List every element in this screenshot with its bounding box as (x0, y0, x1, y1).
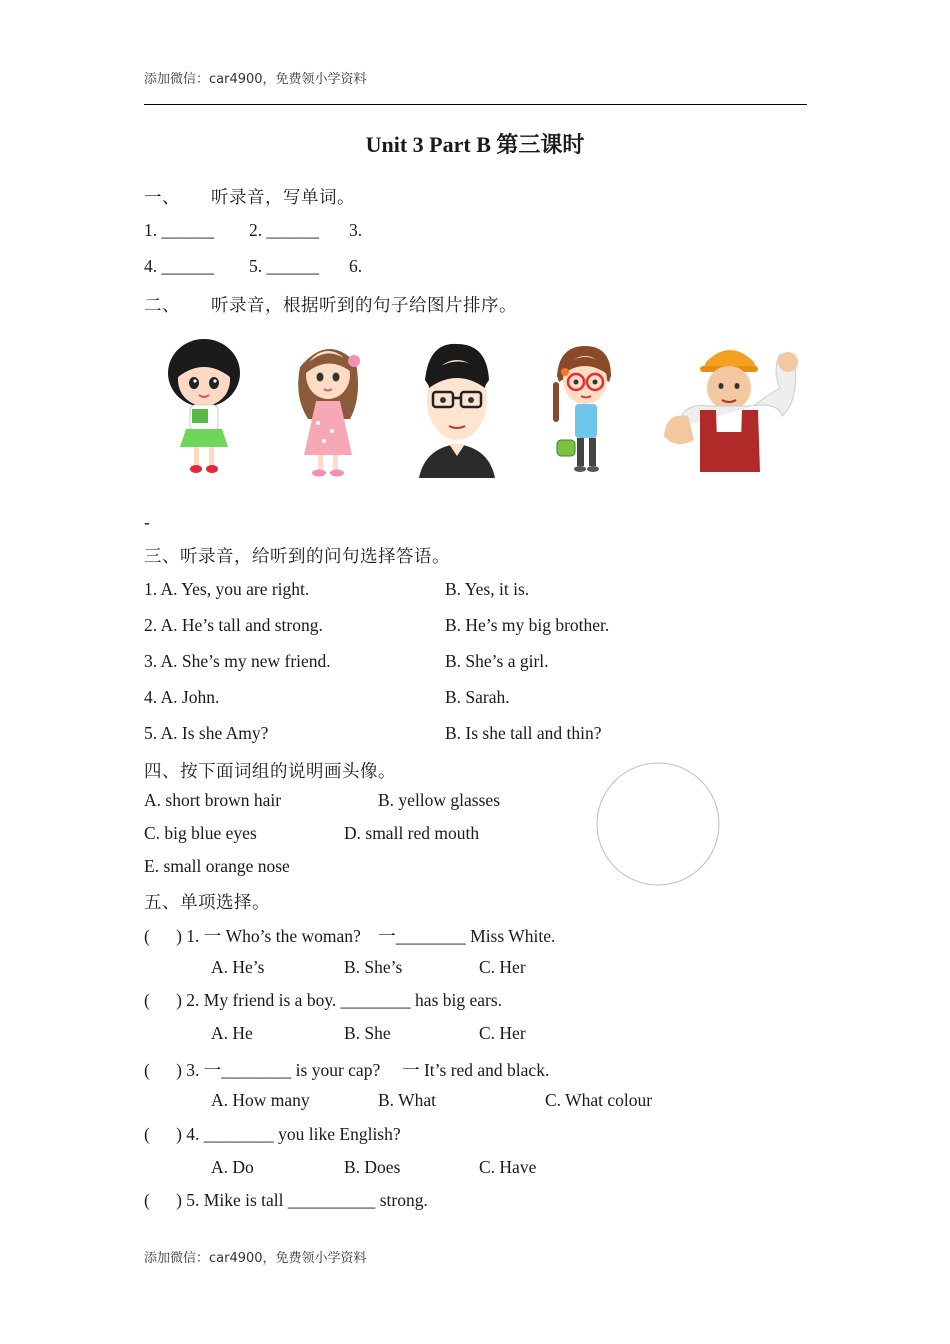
draw-option-d: D. small red mouth (344, 823, 480, 843)
header-watermark: 添加微信：car4900，免费领小学资料 (144, 72, 367, 87)
boy-glasses-picture (415, 340, 497, 478)
section2-number: 二、 (144, 295, 180, 315)
mc-question-2: ( ) 2. My friend is a boy. ________ has big ears. (144, 990, 503, 1010)
q3-4-option-b: B. Sarah. (445, 687, 510, 707)
q3-3-option-a: 3. A. She’s my new friend. (144, 651, 331, 671)
girl-pink-dress-picture (288, 337, 370, 479)
q3-3-option-b: B. She’s a girl. (445, 651, 549, 671)
q3-4-option-a: 4. A. John. (144, 687, 220, 707)
strong-worker-picture (660, 340, 808, 472)
mc-question-4: ( ) 4. ________ you like English? (144, 1124, 401, 1144)
section1-heading: 听录音，写单词。 (211, 187, 355, 207)
mc-q2-option-c: C. Her (479, 1023, 526, 1043)
q3-1-option-b: B. Yes, it is. (445, 579, 530, 599)
blank-3: 3. (349, 220, 363, 240)
blank-6: 6. (349, 256, 363, 276)
q3-2-option-b: B. He’s my big brother. (445, 615, 610, 635)
mc-q4-option-b: B. Does (344, 1157, 401, 1177)
girl-black-hair-picture (160, 335, 250, 480)
mc-q4-option-a: A. Do (211, 1157, 254, 1177)
draw-option-b: B. yellow glasses (378, 790, 501, 810)
q3-5-option-a: 5. A. Is she Amy? (144, 723, 269, 743)
drawing-circle (596, 762, 720, 886)
page-title: Unit 3 Part B 第三课时 (365, 132, 585, 157)
mc-q2-option-a: A. He (211, 1023, 253, 1043)
blank-2: 2. ______ (249, 220, 319, 240)
draw-option-c: C. big blue eyes (144, 823, 257, 843)
section1-number: 一、 (144, 187, 180, 207)
q3-2-option-a: 2. A. He’s tall and strong. (144, 615, 323, 635)
blank-5: 5. ______ (249, 256, 319, 276)
mc-q3-option-c: C. What colour (545, 1090, 653, 1110)
draw-option-a: A. short brown hair (144, 790, 282, 810)
girl-red-glasses-picture (545, 342, 625, 478)
mc-q3-option-b: B. What (378, 1090, 437, 1110)
section3-heading: 三、听录音，给听到的问句选择答语。 (144, 546, 450, 566)
mc-q2-option-b: B. She (344, 1023, 391, 1043)
blank-1: 1. ______ (144, 220, 214, 240)
blank-4: 4. ______ (144, 256, 214, 276)
section2-dash: - (144, 512, 150, 532)
section4-heading: 四、按下面词组的说明画头像。 (144, 761, 396, 781)
mc-question-1: ( ) 1. 一 Who’s the woman? 一________ Miss White. (144, 926, 556, 946)
mc-question-3: ( ) 3. 一________ is your cap? 一 It’s red and black. (144, 1060, 550, 1080)
q3-1-option-a: 1. A. Yes, you are right. (144, 579, 310, 599)
mc-q1-option-a: A. He’s (211, 957, 265, 977)
section5-heading: 五、单项选择。 (144, 892, 270, 912)
mc-q1-option-c: C. Her (479, 957, 526, 977)
footer-watermark: 添加微信：car4900，免费领小学资料 (144, 1251, 367, 1266)
draw-option-e: E. small orange nose (144, 856, 290, 876)
q3-5-option-b: B. Is she tall and thin? (445, 723, 602, 743)
mc-q1-option-b: B. She’s (344, 957, 403, 977)
mc-question-5: ( ) 5. Mike is tall __________ strong. (144, 1190, 428, 1210)
mc-q4-option-c: C. Have (479, 1157, 537, 1177)
section2-heading: 听录音，根据听到的句子给图片排序。 (211, 295, 517, 315)
header-rule (144, 104, 807, 105)
mc-q3-option-a: A. How many (211, 1090, 310, 1110)
